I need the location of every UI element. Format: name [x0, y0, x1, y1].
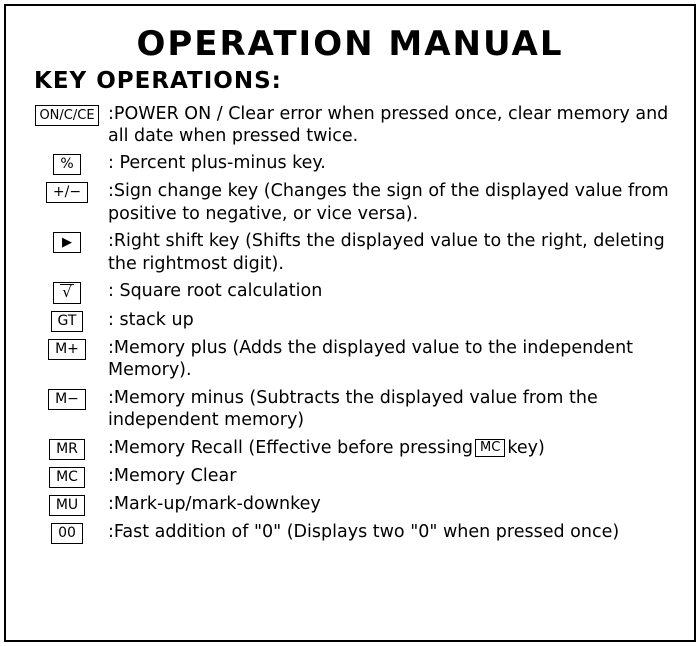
calculator-key-gt[interactable]: GT: [51, 311, 84, 332]
key-description-text: :Memory minus (Subtracts the displayed value from the independent memory): [108, 387, 598, 431]
key-description: [106, 152, 672, 174]
list-item: [28, 230, 672, 275]
list-item: [28, 521, 672, 544]
key-cell: [28, 521, 106, 544]
calculator-key-right-shift[interactable]: ▶: [53, 232, 81, 253]
key-description: [106, 493, 672, 515]
key-cell: [28, 180, 106, 203]
key-cell: [28, 387, 106, 410]
key-description: [106, 180, 672, 225]
list-item: [28, 493, 672, 516]
list-item: [28, 465, 672, 488]
key-cell: [28, 152, 106, 175]
key-description: [106, 103, 672, 148]
key-description: [106, 230, 672, 275]
key-description-text: :POWER ON / Clear error when pressed once, clear memory and all date when pressed twice.: [108, 103, 669, 147]
key-description-text: :Sign change key (Changes the sign of the displayed value from positive to negative, or vice versa).: [108, 181, 669, 224]
key-cell: [28, 309, 106, 332]
calculator-key-memory-clear[interactable]: MC: [49, 467, 85, 488]
inline-calculator-key-mc[interactable]: MC: [475, 439, 505, 457]
key-description-text: :Memory Recall (Effective before pressing: [108, 437, 474, 458]
list-item: [28, 180, 672, 225]
calculator-key-percent[interactable]: %: [53, 154, 81, 175]
key-description: [106, 280, 672, 302]
page-title: OPERATION MANUAL: [136, 24, 564, 64]
key-cell: [28, 493, 106, 516]
calculator-key-sign-change[interactable]: +/−: [46, 182, 88, 203]
key-description-text: : Percent plus-minus key.: [108, 153, 326, 174]
key-operations-list: [28, 103, 672, 544]
key-description: [106, 465, 672, 487]
square-root-icon: √: [62, 283, 72, 302]
list-item: [28, 387, 672, 432]
key-cell: [28, 437, 106, 460]
list-item: [28, 103, 672, 148]
list-item: [28, 437, 672, 460]
key-description: [106, 437, 672, 459]
calculator-key-memory-plus[interactable]: M+: [48, 339, 86, 360]
list-item: [28, 337, 672, 382]
list-item: [28, 152, 672, 175]
calculator-key-mark-up[interactable]: MU: [49, 495, 85, 516]
key-cell: [28, 337, 106, 360]
calculator-key-memory-recall[interactable]: MR: [49, 439, 85, 460]
key-description-text: : stack up: [108, 310, 194, 331]
key-description-text: :Right shift key (Shifts the displayed value to the right, deleting the rightmost digit).: [108, 231, 665, 274]
key-cell: [28, 280, 106, 304]
key-description-text: :Mark-up/mark-downkey: [108, 493, 321, 514]
key-description: [106, 337, 672, 382]
calculator-key-memory-minus[interactable]: M−: [48, 389, 86, 410]
key-description-text-suffix: key): [507, 437, 545, 458]
calculator-key-on-c-ce[interactable]: ON/C/CE: [35, 105, 98, 126]
key-description: [106, 309, 672, 331]
key-cell: [28, 103, 106, 126]
key-description: [106, 521, 672, 543]
list-item: [28, 309, 672, 332]
key-description-text: :Fast addition of "0" (Displays two "0" when pressed once): [108, 521, 620, 542]
key-cell: [28, 230, 106, 253]
calculator-key-square-root[interactable]: [53, 282, 81, 304]
list-item: [28, 280, 672, 304]
calculator-key-double-zero[interactable]: 00: [51, 523, 83, 544]
key-description-text: :Memory plus (Adds the displayed value to the independent Memory).: [108, 338, 634, 381]
key-description-text: :Memory Clear: [108, 465, 237, 486]
key-description-text: : Square root calculation: [108, 281, 323, 302]
key-cell: [28, 465, 106, 488]
section-heading: KEY OPERATIONS:: [34, 68, 282, 95]
key-description: [106, 387, 672, 432]
